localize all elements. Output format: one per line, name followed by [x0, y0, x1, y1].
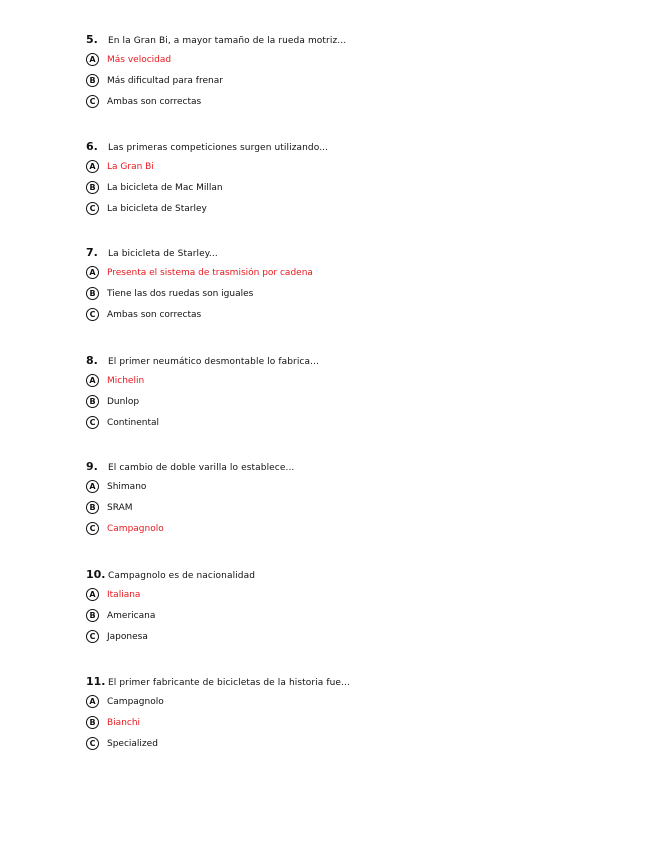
- question-text: Campagnolo es de nacionalidad: [108, 571, 256, 581]
- option-c[interactable]: [86, 91, 606, 112]
- question-text: En la Gran Bi, a mayor tamaño de la rueda motriz...: [108, 36, 347, 46]
- option-text: Ambas son correctas: [107, 309, 202, 320]
- option-text: Presenta el sistema de trasmisión por cadena: [107, 267, 313, 278]
- question-text: El primer neumático desmontable lo fabrica...: [108, 357, 319, 367]
- question-text: El primer fabricante de bicicletas de la historia fue...: [108, 678, 350, 688]
- question-5: [86, 33, 606, 112]
- option-text: La bicicleta de Starley: [107, 203, 207, 214]
- option-letter-badge: B: [86, 501, 99, 514]
- option-letter-badge: A: [86, 266, 99, 279]
- option-text: Campagnolo: [107, 696, 164, 707]
- question-number: 5.: [86, 33, 98, 46]
- option-c[interactable]: [86, 626, 606, 647]
- option-text: Americana: [107, 610, 156, 621]
- option-c[interactable]: [86, 412, 606, 433]
- question-number: 9.: [86, 460, 98, 473]
- option-letter-badge: A: [86, 695, 99, 708]
- option-letter-badge: A: [86, 53, 99, 66]
- option-a[interactable]: [86, 476, 606, 497]
- option-text: Italiana: [107, 589, 141, 600]
- option-b[interactable]: [86, 712, 606, 733]
- option-text: Campagnolo: [107, 523, 164, 534]
- question-header: [86, 675, 606, 691]
- option-letter-badge: C: [86, 630, 99, 643]
- option-text: Dunlop: [107, 396, 140, 407]
- option-c[interactable]: [86, 518, 606, 539]
- question-number: 10.: [86, 568, 106, 581]
- option-a[interactable]: [86, 262, 606, 283]
- question-header: [86, 354, 606, 370]
- question-number: 11.: [86, 675, 106, 688]
- question-text: La bicicleta de Starley...: [108, 249, 218, 259]
- option-text: Más dificultad para frenar: [107, 75, 223, 86]
- question-header: [86, 140, 606, 156]
- question-10: [86, 568, 606, 647]
- option-text: La Gran Bi: [107, 161, 154, 172]
- question-6: [86, 140, 606, 219]
- option-letter-badge: A: [86, 588, 99, 601]
- option-letter-badge: B: [86, 395, 99, 408]
- option-b[interactable]: [86, 70, 606, 91]
- question-8: [86, 354, 606, 433]
- question-text: El cambio de doble varilla lo establece...: [108, 463, 295, 473]
- option-b[interactable]: [86, 497, 606, 518]
- question-text: Las primeras competiciones surgen utilizando...: [108, 143, 329, 153]
- option-a[interactable]: [86, 49, 606, 70]
- question-header: [86, 568, 606, 584]
- option-a[interactable]: [86, 584, 606, 605]
- option-letter-badge: A: [86, 160, 99, 173]
- option-text: Bianchi: [107, 717, 141, 728]
- option-b[interactable]: [86, 391, 606, 412]
- option-c[interactable]: [86, 733, 606, 754]
- option-text: Tiene las dos ruedas son iguales: [107, 288, 254, 299]
- option-a[interactable]: [86, 370, 606, 391]
- question-number: 6.: [86, 140, 98, 153]
- option-letter-badge: B: [86, 609, 99, 622]
- option-text: Shimano: [107, 481, 147, 492]
- option-letter-badge: C: [86, 95, 99, 108]
- option-text: Specialized: [107, 738, 158, 749]
- question-11: [86, 675, 606, 754]
- option-text: SRAM: [107, 502, 133, 513]
- option-letter-badge: A: [86, 374, 99, 387]
- question-header: [86, 246, 606, 262]
- option-b[interactable]: [86, 605, 606, 626]
- question-9: [86, 460, 606, 539]
- question-header: [86, 460, 606, 476]
- option-c[interactable]: [86, 198, 606, 219]
- option-letter-badge: C: [86, 737, 99, 750]
- option-text: Michelin: [107, 375, 145, 386]
- option-letter-badge: A: [86, 480, 99, 493]
- option-letter-badge: B: [86, 287, 99, 300]
- option-letter-badge: B: [86, 716, 99, 729]
- option-text: Más velocidad: [107, 54, 172, 65]
- option-a[interactable]: [86, 691, 606, 712]
- option-text: Japonesa: [107, 631, 148, 642]
- option-a[interactable]: [86, 156, 606, 177]
- option-text: Continental: [107, 417, 160, 428]
- option-text: La bicicleta de Mac Millan: [107, 182, 223, 193]
- question-number: 8.: [86, 354, 98, 367]
- option-b[interactable]: [86, 177, 606, 198]
- question-number: 7.: [86, 246, 98, 259]
- option-b[interactable]: [86, 283, 606, 304]
- option-c[interactable]: [86, 304, 606, 325]
- option-letter-badge: B: [86, 74, 99, 87]
- question-7: [86, 246, 606, 325]
- question-header: [86, 33, 606, 49]
- option-text: Ambas son correctas: [107, 96, 202, 107]
- option-letter-badge: C: [86, 202, 99, 215]
- option-letter-badge: C: [86, 416, 99, 429]
- option-letter-badge: C: [86, 308, 99, 321]
- option-letter-badge: C: [86, 522, 99, 535]
- option-letter-badge: B: [86, 181, 99, 194]
